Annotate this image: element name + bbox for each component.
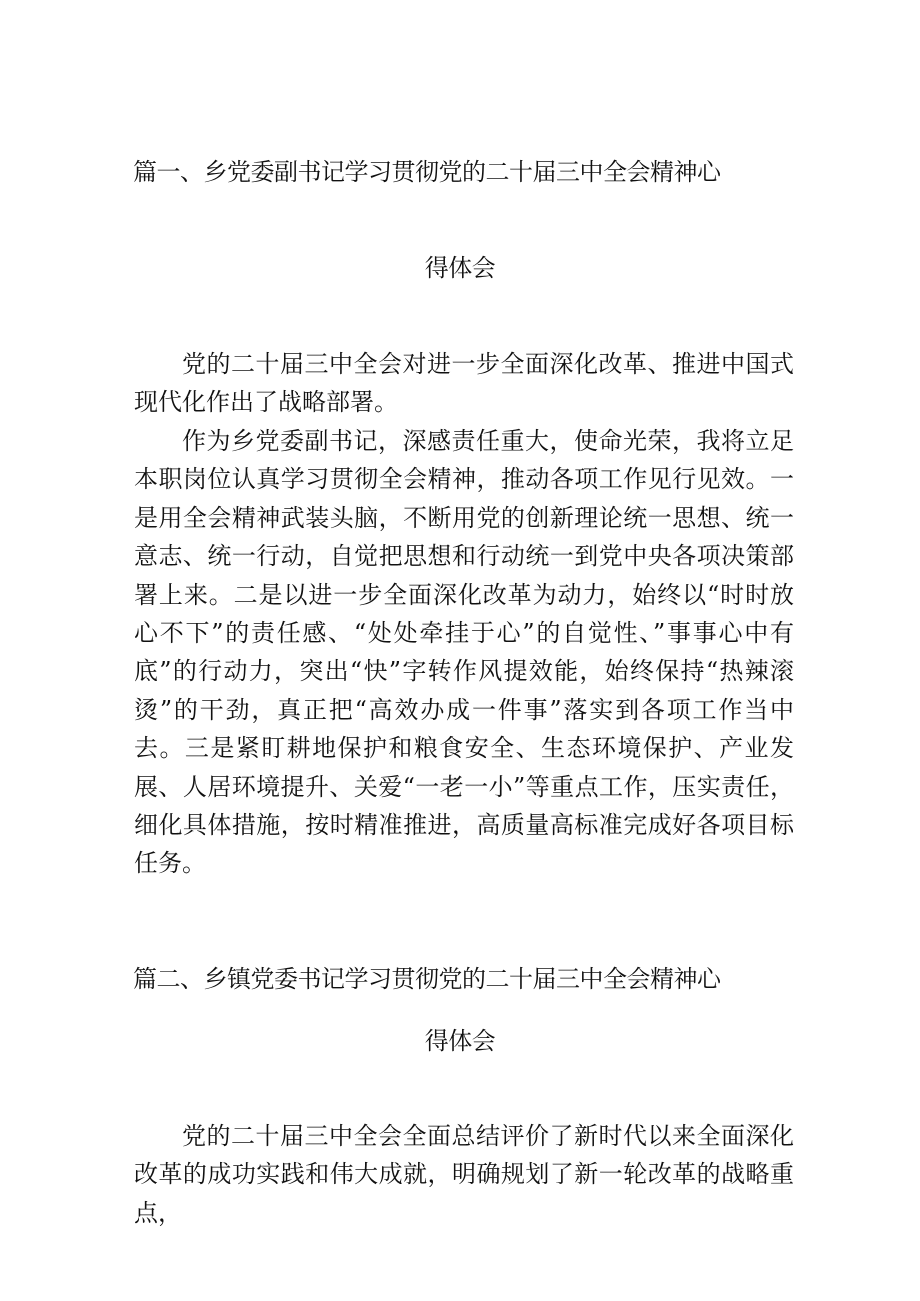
section-2-title-line1: 篇二、乡镇党委书记学习贯彻党的二十届三中全会精神心: [133, 965, 721, 993]
section-2-paragraph-1: 党的二十届三中全会全面总结评价了新时代以来全面深化改革的成功实践和伟大成就，明确规划了新一轮改革的战略重点，: [134, 1122, 794, 1227]
section-1-paragraph-1: 党的二十届三中全会对进一步全面深化改革、推进中国式现代化作出了战略部署。: [134, 350, 794, 417]
section-1-title-line1: 篇一、乡党委副书记学习贯彻党的二十届三中全会精神心: [133, 158, 721, 186]
section-1-paragraph-2: 作为乡党委副书记，深感责任重大，使命光荣，我将立足本职岗位认真学习贯彻全会精神，推动各项工作见行见效。一是用全会精神武装头脑，不断用党的创新理论统一思想、统一意志、统一行动，自觉把思想和行动统一到党中央各项决策部署上来。二是以进一步全面深化改革为动力，始终以“时时放心不下”的责任感、“处处牵挂于心”的自觉性、”事事心中有底”的行动力，突出“快”字转作风提效能，始终保持“热辣滚烫”的干劲，真正把“高效办成一件事”落实到各项工作当中去。三是紧盯耕地保护和粮食安全、生态环境保护、产业发展、人居环境提升、关爱“一老一小”等重点工作，压实责任，细化具体措施，按时精准推进，高质量高标准完成好各项目标任务。: [134, 427, 794, 878]
section-2-title-line2: 得体会: [424, 1027, 496, 1055]
section-1-title-line2: 得体会: [424, 254, 496, 282]
